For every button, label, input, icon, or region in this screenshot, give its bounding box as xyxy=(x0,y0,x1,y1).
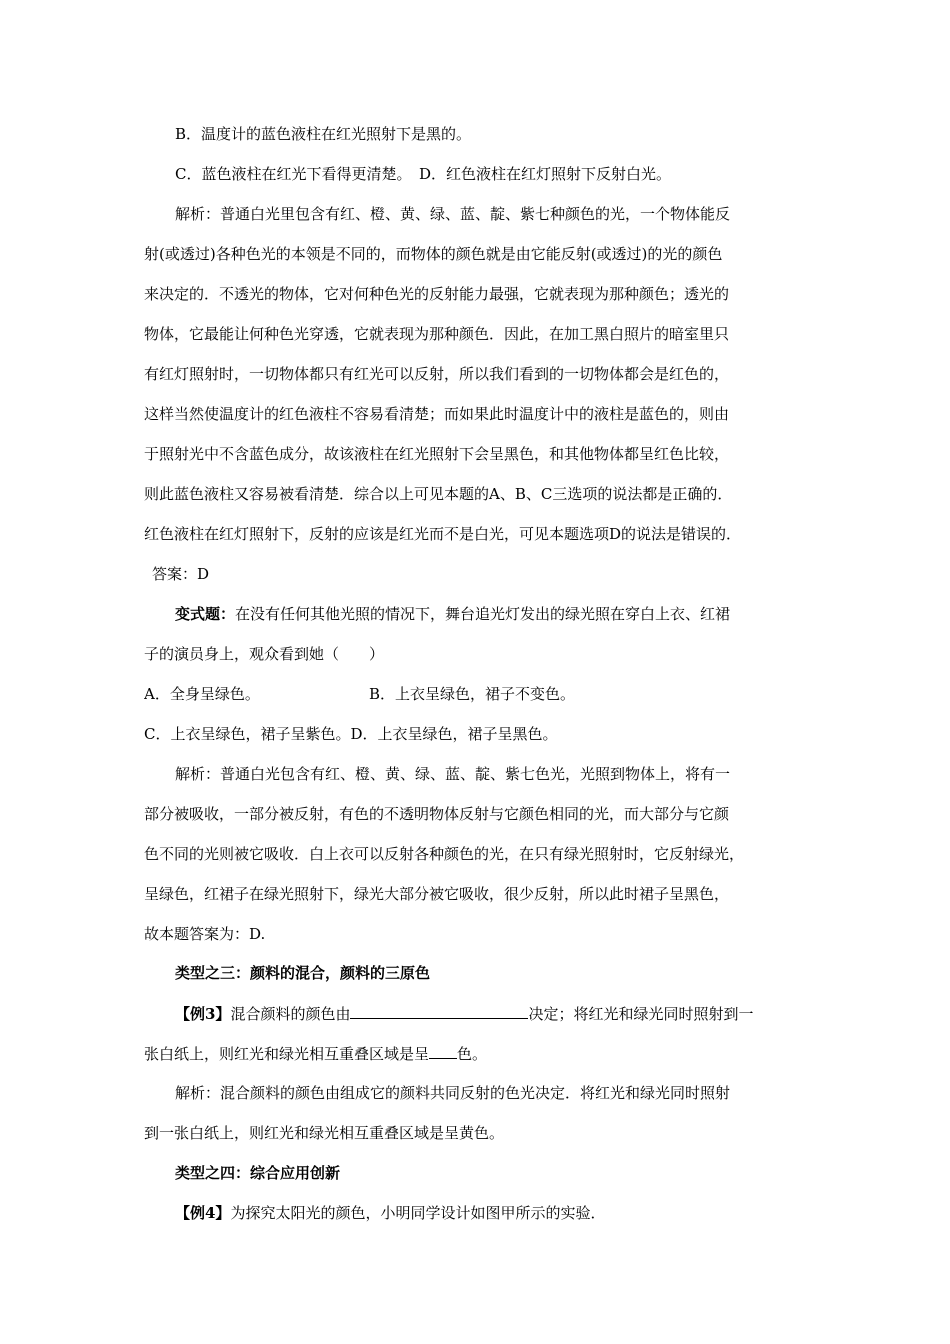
example-4-label: 【例4】 xyxy=(175,1204,231,1222)
analysis-line-3: 来决定的．不透光的物体，它对何种色光的反射能力最强，它就表现为那种颜色；透光的 xyxy=(144,285,730,303)
example-3-analysis-line-1: 解析：混合颜料的颜色由组成它的颜料共同反射的色光决定．将红光和绿光同时照射 xyxy=(175,1084,731,1102)
variant-analysis-line-4: 呈绿色，红裙子在绿光照射下，绿光大部分被它吸收，很少反射，所以此时裙子呈黑色， xyxy=(144,885,730,903)
example-3-text-c: 张白纸上，则红光和绿光相互重叠区域是呈 xyxy=(144,1045,430,1063)
analysis-line-2: 射(或透过)各种色光的本领是不同的，而物体的颜色就是由它能反射(或透过)的光的颜色 xyxy=(144,245,723,263)
variant-option-a: A．全身呈绿色。 xyxy=(144,685,260,703)
example-3-line-1 xyxy=(175,1003,855,1024)
analysis-line-6: 这样当然使温度计的红色液柱不容易看清楚；而如果此时温度计中的液柱是蓝色的，则由 xyxy=(144,405,730,423)
analysis-line-5: 有红灯照射时，一切物体都只有红光可以反射，所以我们看到的一切物体都会是红色的， xyxy=(144,365,730,383)
variant-analysis-line-3: 色不同的光则被它吸收．白上衣可以反射各种颜色的光，在只有绿光照射时，它反射绿光， xyxy=(144,845,745,863)
variant-analysis-line-5: 故本题答案为：D. xyxy=(144,925,266,943)
section-heading-4: 类型之四：综合应用创新 xyxy=(175,1164,341,1182)
variant-option-b: B．上衣呈绿色，裙子不变色。 xyxy=(369,685,576,703)
answer-blank-2[interactable] xyxy=(429,1043,457,1059)
example-3-analysis-line-2: 到一张白纸上，则红光和绿光相互重叠区域是呈黄色。 xyxy=(144,1124,505,1142)
example-4-line-1 xyxy=(175,1203,855,1223)
option-b-text: B．温度计的蓝色液柱在红光照射下是黑的。 xyxy=(175,125,472,143)
answer-text: 答案：D xyxy=(152,565,210,583)
variant-question-line-1 xyxy=(175,604,855,624)
section-heading-3: 类型之三：颜料的混合，颜料的三原色 xyxy=(175,964,431,982)
example-4-text: 为探究太阳光的颜色，小明同学设计如图甲所示的实验． xyxy=(230,1204,606,1222)
analysis-line-9: 红色液柱在红灯照射下，反射的应该是红光而不是白光，可见本题选项D的说法是错误的． xyxy=(144,525,742,543)
variant-analysis-line-1: 解析：普通白光包含有红、橙、黄、绿、蓝、靛、紫七色光，光照到物体上，将有一 xyxy=(175,765,731,783)
variant-label: 变式题： xyxy=(175,605,236,623)
variant-options-a-b xyxy=(144,684,824,704)
analysis-line-1: 解析：普通白光里包含有红、橙、黄、绿、蓝、靛、紫七种颜色的光，一个物体能反 xyxy=(175,205,731,223)
analysis-line-8: 则此蓝色液柱又容易被看清楚．综合以上可见本题的A、B、C三选项的说法都是正确的． xyxy=(144,485,733,503)
example-3-text-d: 色。 xyxy=(457,1045,488,1063)
option-c-d-text: C．蓝色液柱在红光下看得更清楚。 D．红色液柱在红灯照射下反射白光。 xyxy=(175,165,672,183)
variant-analysis-line-2: 部分被吸收，一部分被反射，有色的不透明物体反射与它颜色相同的光，而大部分与它颜 xyxy=(144,805,730,823)
example-3-line-2 xyxy=(144,1043,824,1064)
example-3-text-b: 决定；将红光和绿光同时照射到一 xyxy=(528,1005,754,1023)
example-3-label: 【例3】 xyxy=(175,1005,231,1023)
variant-options-c-d: C．上衣呈绿色，裙子呈紫色。D．上衣呈绿色，裙子呈黑色。 xyxy=(144,725,558,743)
answer-blank-1[interactable] xyxy=(350,1003,528,1019)
example-3-text-a: 混合颜料的颜色由 xyxy=(230,1005,351,1023)
analysis-line-4: 物体，它最能让何种色光穿透，它就表现为那种颜色．因此，在加工黑白照片的暗室里只 xyxy=(144,325,730,343)
variant-question-line-2: 子的演员身上，观众看到她（ ） xyxy=(144,645,385,663)
variant-question-text: 在没有任何其他光照的情况下，舞台追光灯发出的绿光照在穿白上衣、红裙 xyxy=(235,605,731,623)
analysis-line-7: 于照射光中不含蓝色成分，故该液柱在红光照射下会呈黑色，和其他物体都呈红色比较， xyxy=(144,445,730,463)
